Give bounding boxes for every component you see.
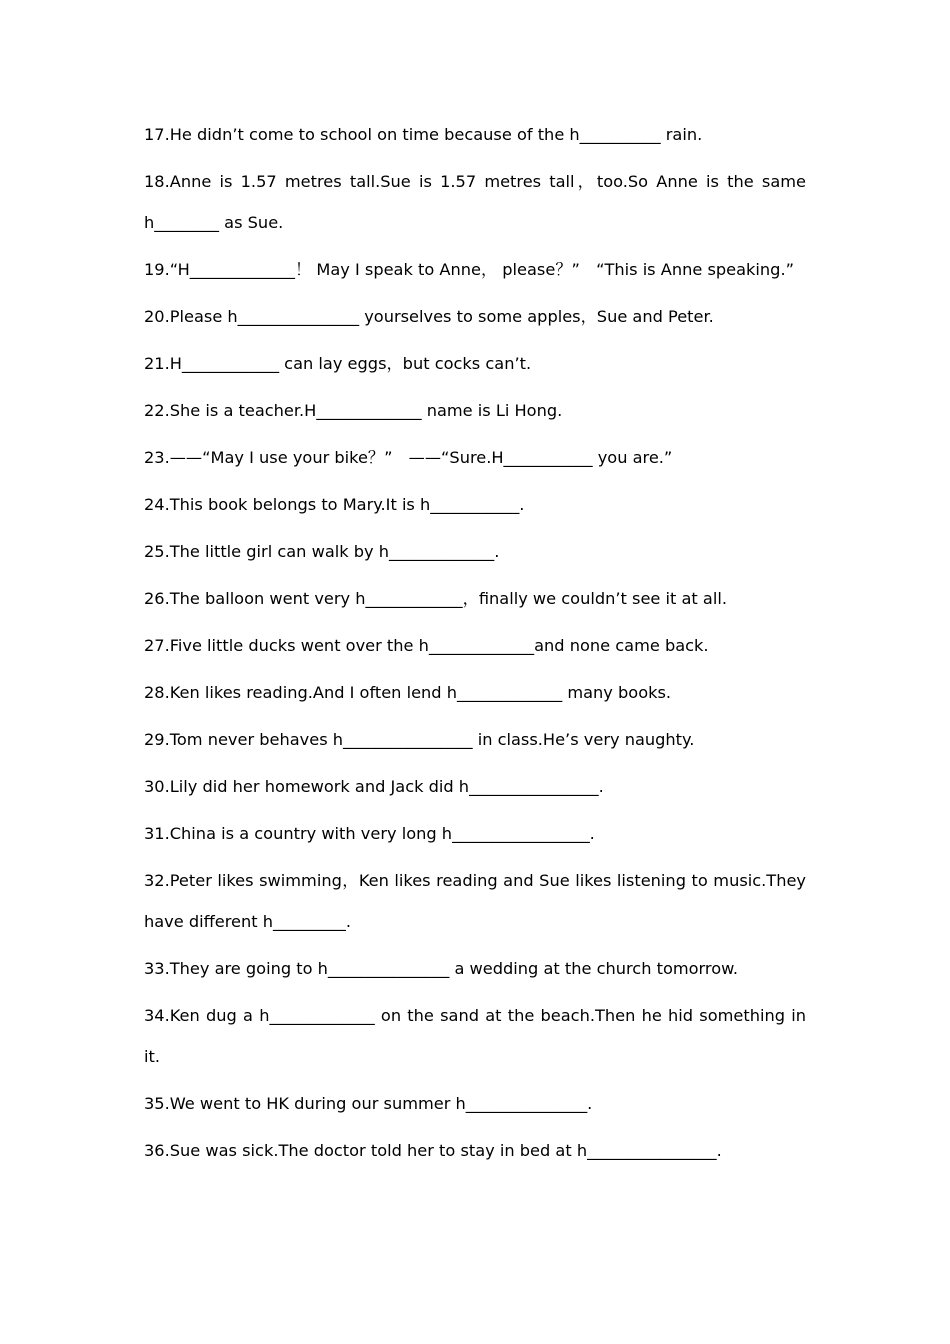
question-28: 28.Ken likes reading.And I often lend h_____________ many books. [144,683,672,702]
question-36: 36.Sue was sick.The doctor told her to stay in bed at h________________. [144,1141,722,1160]
question-17: 17.He didn’t come to school on time because of the h__________ rain. [144,125,703,144]
question-33: 33.They are going to h_______________ a wedding at the church tomorrow. [144,959,738,978]
question-22: 22.She is a teacher.H_____________ name is Li Hong. [144,401,563,420]
question-18: 18.Anne is 1.57 metres tall.Sue is 1.57 metres tall，too.So Anne is the same h________ as Sue. [144,172,806,232]
question-21: 21.H____________ can lay eggs，but cocks can’t. [144,354,532,373]
question-32: 32.Peter likes swimming，Ken likes reading and Sue likes listening to music.They have different h_________. [144,871,806,931]
question-23: 23.——“May I use your bike？” ——“Sure.H___________ you are.” [144,448,673,467]
question-list [144,114,806,1177]
question-29: 29.Tom never behaves h________________ in class.He’s very naughty. [144,730,695,749]
question-35: 35.We went to HK during our summer h_______________. [144,1094,593,1113]
question-27: 27.Five little ducks went over the h_____________and none came back. [144,636,709,655]
question-31: 31.China is a country with very long h_________________. [144,824,595,843]
question-25: 25.The little girl can walk by h_____________. [144,542,500,561]
question-34: 34.Ken dug a h_____________ on the sand at the beach.Then he hid something in it. [144,1006,806,1066]
question-20: 20.Please h_______________ yourselves to some apples，Sue and Peter. [144,307,714,326]
question-30: 30.Lily did her homework and Jack did h________________. [144,777,604,796]
question-19: 19.“H_____________！ May I speak to Anne， please？” “This is Anne speaking.” [144,260,794,279]
question-26: 26.The balloon went very h____________，finally we couldn’t see it at all. [144,589,727,608]
question-24: 24.This book belongs to Mary.It is h___________. [144,495,525,514]
